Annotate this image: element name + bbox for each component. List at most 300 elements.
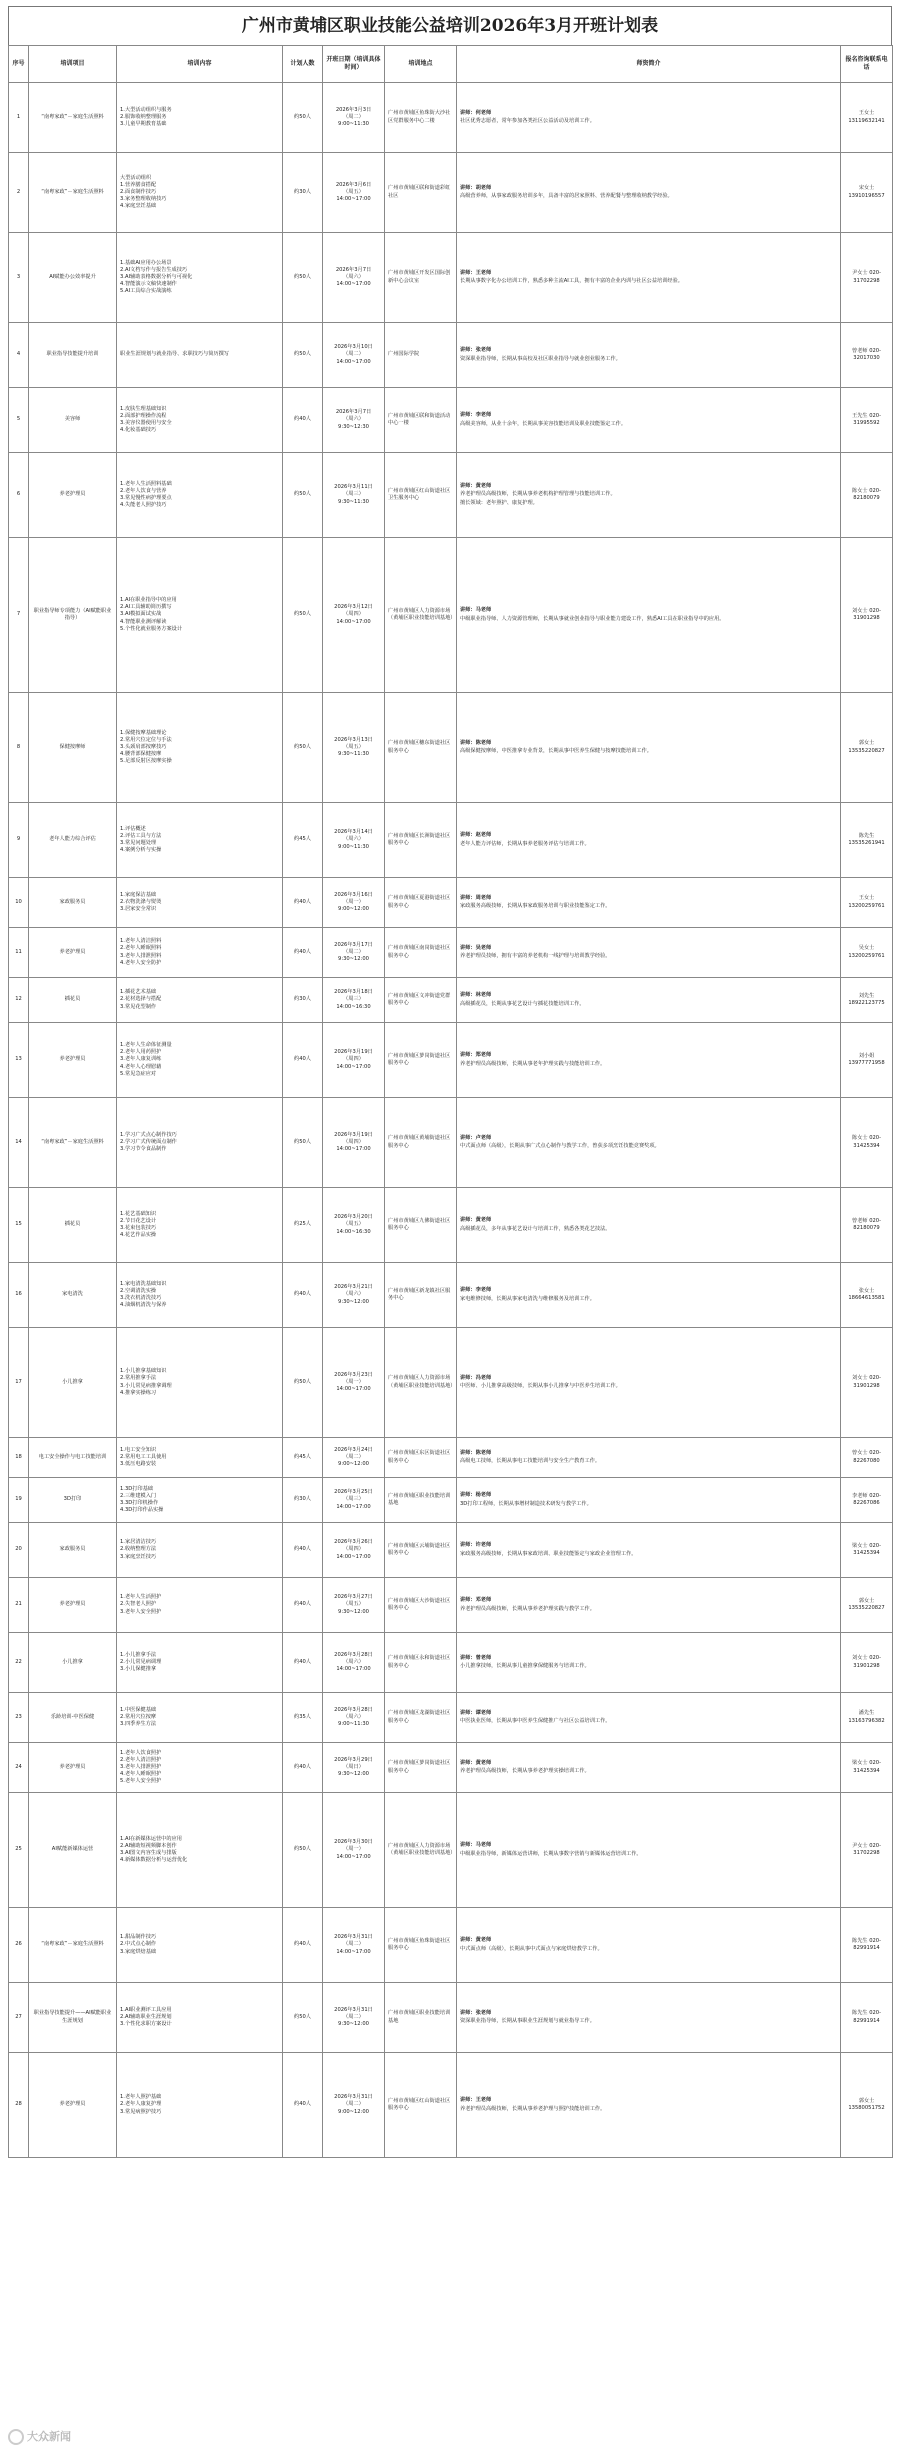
teacher-intro	[457, 323, 841, 388]
contact-phone: 尹女士 020-31702298	[841, 233, 893, 323]
contact-phone: 郭女士 13535220827	[841, 1578, 893, 1633]
date-line: 2026年3月18日	[334, 989, 373, 996]
date-line: 2026年3月16日	[334, 891, 373, 898]
row-number: 12	[9, 978, 29, 1023]
watermark-logo-icon	[8, 2429, 24, 2445]
training-project: 家政服务员	[29, 878, 117, 928]
training-place: 广州市黄埔区南岗街道社区服务中心	[385, 928, 457, 978]
contact-phone: 王女士 13200259761	[841, 878, 893, 928]
date-line: （周六）	[343, 416, 364, 423]
teacher-name: 讲师：谭老师	[460, 1709, 492, 1716]
content-line: 3.常见慢性病护理要点	[120, 495, 172, 501]
teacher-name: 讲师：李老师	[460, 412, 492, 419]
planned-count: 约35人	[283, 1693, 323, 1743]
content-line: 3.低压电路安装	[120, 1461, 157, 1467]
content-line: 5.AI工具综合实战演练	[120, 288, 172, 295]
content-line: 3.洗衣机清洗技巧	[120, 1295, 162, 1301]
date-line: 9:30~12:00	[338, 2021, 369, 2027]
row-number: 21	[9, 1578, 29, 1633]
teacher-intro	[457, 1743, 841, 1793]
content-line: 1.老年人照护基础	[120, 2094, 162, 2101]
row-number: 28	[9, 2053, 29, 2158]
intro-line: 资深职业指导师，长期从事高校及社区职业指导与就业创业服务工作。	[460, 355, 621, 362]
watermark	[8, 2428, 71, 2445]
training-place: 广州市黄埔区人力资源市场（黄埔区职业技能培训基地）	[385, 1328, 457, 1438]
content-line: 1.学习广式点心制作技巧	[120, 1131, 177, 1138]
content-line: 2.小儿常见病调理	[120, 1658, 162, 1665]
teacher-name: 讲师：马老师	[460, 607, 492, 614]
teacher-intro	[457, 83, 841, 153]
content-line: 2.老年人康复护理	[120, 2101, 162, 2108]
content-line: 2.服饰收纳整理服务	[120, 113, 167, 120]
training-content	[117, 1328, 283, 1438]
content-line: 2.面食制作技巧	[120, 188, 157, 195]
content-line: 3.美容仪器使用与安全	[120, 420, 172, 426]
content-line: 3.儿童早期教育基础	[120, 121, 167, 127]
date-line: 2026年3月29日	[334, 1756, 373, 1763]
teacher-intro	[457, 388, 841, 453]
row-number: 1	[9, 83, 29, 153]
date-line: 2026年3月10日	[334, 344, 373, 351]
training-content	[117, 538, 283, 693]
date-line: 2026年3月13日	[334, 736, 373, 743]
training-project: 养老护理员	[29, 1578, 117, 1633]
column-header: 报名咨询联系电话	[841, 46, 893, 83]
intro-line: 养老护理员高级技师，长期从事养老护理实践与教学工作。	[460, 1605, 595, 1612]
class-date	[323, 233, 385, 323]
training-place: 广州市黄埔区联和街道活动中心一楼	[385, 388, 457, 453]
teacher-name: 讲师：何老师	[460, 109, 492, 116]
training-content	[117, 83, 283, 153]
content-line: 4.老年人安全防护	[120, 959, 162, 966]
planned-count: 约40人	[283, 928, 323, 978]
content-line: 5.个性化就业服务方案设计	[120, 625, 183, 632]
content-line: 5.老年人安全照护	[120, 1778, 162, 1785]
training-content	[117, 1743, 283, 1793]
teacher-intro	[457, 1793, 841, 1908]
date-line: 2026年3月31日	[334, 2006, 373, 2013]
planned-count: 约45人	[283, 1438, 323, 1478]
training-place: 广州市黄埔区夏港街道社区服务中心	[385, 878, 457, 928]
content-line: 1.老年人清洁照料	[120, 938, 162, 945]
training-place: 广州市黄埔区鱼珠街道社区服务中心	[385, 1908, 457, 1983]
teacher-name: 讲师：张老师	[460, 2009, 492, 2016]
column-header: 培训项目	[29, 46, 117, 83]
row-number: 22	[9, 1633, 29, 1693]
intro-line: 中级职业指导师、人力资源管理师，长期从事就业创业指导与职业能力建设工作，熟悉AI工具在职业指导中的应用。	[460, 615, 725, 622]
date-line: 2026年3月21日	[334, 1284, 373, 1291]
content-line: 1.老年人饮食照护	[120, 1749, 162, 1756]
table-row	[9, 1793, 893, 1908]
training-content	[117, 878, 283, 928]
teacher-name: 讲师：赵老师	[460, 832, 492, 839]
content-line: 1.皮肤生理基础知识	[120, 405, 167, 412]
contact-phone: 刘小姐 13977771958	[841, 1023, 893, 1098]
contact-phone: 张女士 18664613581	[841, 1263, 893, 1328]
date-line: 14:00~17:00	[336, 618, 371, 625]
training-project: 乐龄培训-中医保健	[29, 1693, 117, 1743]
table-row	[9, 83, 893, 153]
date-line: （周二）	[343, 113, 364, 120]
contact-phone: 刘先生 18922123775	[841, 978, 893, 1023]
content-line: 4.推拿实操练习	[120, 1389, 157, 1396]
date-line: 14:00~16:30	[336, 1228, 371, 1235]
date-line: 2026年3月12日	[334, 604, 373, 611]
intro-line: 长期从事数字化办公培训工作，熟悉多种主流AI工具，拥有丰富的企业内训与社区公益培训经验。	[460, 278, 683, 284]
date-line: 14:00~17:00	[336, 1948, 371, 1955]
date-line: （周二）	[343, 351, 364, 358]
planned-count: 约40人	[283, 1578, 323, 1633]
content-line: 4.案例分析与实操	[120, 847, 162, 854]
teacher-intro	[457, 928, 841, 978]
class-date	[323, 693, 385, 803]
teacher-name: 讲师：张老师	[460, 347, 492, 354]
training-place: 广州市黄埔区黄埔街道社区服务中心	[385, 1098, 457, 1188]
table-row	[9, 693, 893, 803]
training-project: 家电清洗	[29, 1263, 117, 1328]
column-header: 师资简介	[457, 46, 841, 83]
training-project: “南粤家政”－家庭生活照料	[29, 83, 117, 153]
class-date	[323, 978, 385, 1023]
date-line: 9:30~11:30	[338, 751, 369, 757]
training-content	[117, 978, 283, 1023]
contact-phone: 陈先生 020-82991914	[841, 1983, 893, 2053]
content-line: 4.家庭烹饪基础	[120, 203, 157, 210]
content-line: 2.中式点心制作	[120, 1941, 157, 1948]
planned-count: 约30人	[283, 153, 323, 233]
class-date	[323, 1743, 385, 1793]
column-header: 计划人数	[283, 46, 323, 83]
row-number: 25	[9, 1793, 29, 1908]
row-number: 2	[9, 153, 29, 233]
teacher-intro	[457, 1523, 841, 1578]
contact-phone: 刘女士 020-31901298	[841, 1328, 893, 1438]
contact-phone: 李老师 020-82267086	[841, 1478, 893, 1523]
table-row	[9, 538, 893, 693]
content-line: 3.AI图文内容生成与排版	[120, 1850, 177, 1856]
teacher-name: 讲师：周老师	[460, 894, 492, 901]
training-project: 职业指导师专项能力（AI赋能职业指导）	[29, 538, 117, 693]
training-project: 美容师	[29, 388, 117, 453]
content-line: 2.常用穴位定位与手法	[120, 736, 172, 743]
date-line: 2026年3月7日	[335, 266, 372, 273]
intro-line: 擅长领域：老年照护、康复护理。	[460, 499, 538, 506]
content-line: 4.化妆基础技巧	[120, 427, 157, 434]
date-line: 2026年3月31日	[334, 1934, 373, 1941]
date-line: 2026年3月19日	[334, 1049, 373, 1056]
date-line: 2026年3月30日	[334, 1839, 373, 1846]
planned-count: 约50人	[283, 323, 323, 388]
training-project: 插花员	[29, 1188, 117, 1263]
date-line: （周四）	[343, 1138, 364, 1145]
content-line: 5.常见急症应对	[120, 1070, 157, 1077]
contact-phone: 郭女士 13535220827	[841, 693, 893, 803]
class-date	[323, 1983, 385, 2053]
content-line: 3.家务整理收纳技巧	[120, 196, 167, 202]
class-date	[323, 323, 385, 388]
table-row	[9, 803, 893, 878]
content-line: 3.老年人安全照护	[120, 1608, 162, 1615]
table-row	[9, 153, 893, 233]
contact-phone: 王女士 13119632141	[841, 83, 893, 153]
content-line: 5.足部反射区按摩实操	[120, 758, 172, 765]
content-line: 2.老年人饮食与营养	[120, 487, 167, 494]
teacher-name: 讲师：黄老师	[460, 483, 492, 490]
date-line: （周六）	[343, 1291, 364, 1298]
row-number: 23	[9, 1693, 29, 1743]
date-line: 2026年3月26日	[334, 1539, 373, 1546]
training-content	[117, 323, 283, 388]
content-line: 2.收纳整理方法	[120, 1546, 157, 1553]
training-project: 3D打印	[29, 1478, 117, 1523]
teacher-name: 讲师：卢老师	[460, 1134, 492, 1141]
date-line: 2026年3月7日	[335, 409, 372, 416]
contact-phone: 陈先生 13535261941	[841, 803, 893, 878]
table-row	[9, 1908, 893, 1983]
date-line: （周四）	[343, 611, 364, 618]
training-project: 家政服务员	[29, 1523, 117, 1578]
teacher-intro	[457, 1328, 841, 1438]
content-line: 4.智能演示文稿快速制作	[120, 281, 177, 287]
date-line: 14:00~17:00	[336, 1146, 371, 1152]
planned-count: 约50人	[283, 1098, 323, 1188]
date-line: （周三）	[343, 1496, 364, 1503]
contact-phone: 宋女士 13910196557	[841, 153, 893, 233]
content-line: 3.家庭烹饪技巧	[120, 1553, 157, 1560]
date-line: （周三）	[343, 491, 364, 498]
date-line: （周一）	[343, 898, 364, 905]
table-row	[9, 978, 893, 1023]
contact-phone: 潘先生 13163796382	[841, 1693, 893, 1743]
content-line: 2.三维建模入门	[120, 1492, 157, 1499]
training-place: 广州市黄埔区红山街道社区卫生服务中心	[385, 453, 457, 538]
content-line: 1.营养膳食搭配	[120, 181, 157, 188]
class-date	[323, 928, 385, 978]
contact-phone: 梁女士 020-31425394	[841, 1523, 893, 1578]
date-line: 2026年3月19日	[334, 1131, 373, 1138]
date-line: 2026年3月23日	[334, 1371, 373, 1378]
row-number: 3	[9, 233, 29, 323]
class-date	[323, 1578, 385, 1633]
planned-count: 约50人	[283, 1793, 323, 1908]
table-row	[9, 1578, 893, 1633]
training-project: 养老护理员	[29, 1743, 117, 1793]
teacher-name: 讲师：郑老师	[460, 1052, 492, 1059]
teacher-name: 讲师：黄老师	[460, 1937, 492, 1944]
training-content	[117, 1478, 283, 1523]
training-content	[117, 1633, 283, 1693]
content-line: 1.AI职业测评工具应用	[120, 2006, 172, 2013]
content-line: 3.老年人排泄照料	[120, 952, 162, 959]
teacher-intro	[457, 878, 841, 928]
content-line: 1.中医保健基础	[120, 1706, 157, 1713]
class-date	[323, 1793, 385, 1908]
date-line: （周四）	[343, 1056, 364, 1063]
training-content	[117, 1793, 283, 1908]
row-number: 17	[9, 1328, 29, 1438]
class-date	[323, 2053, 385, 2158]
training-place: 广州市黄埔区文冲街道党群服务中心	[385, 978, 457, 1023]
training-place: 广州市黄埔区云埔街道社区服务中心	[385, 1523, 457, 1578]
teacher-name: 讲师：陈老师	[460, 739, 492, 746]
training-project: 职业指导技能提升——AI赋能职业生涯规划	[29, 1983, 117, 2053]
row-number: 16	[9, 1263, 29, 1328]
planned-count: 约30人	[283, 1478, 323, 1523]
date-line: （周一）	[343, 1378, 364, 1385]
intro-line: 养老护理员高级技师，长期从事养老护理实操培训工作。	[460, 1768, 590, 1774]
training-project: AI赋能新媒体运营	[29, 1793, 117, 1908]
table-row	[9, 878, 893, 928]
training-content	[117, 1983, 283, 2053]
training-content	[117, 233, 283, 323]
class-date	[323, 1098, 385, 1188]
teacher-name: 讲师：李老师	[460, 1287, 492, 1294]
training-place: 广州市黄埔区萝岗街道社区服务中心	[385, 1023, 457, 1098]
content-line: 1.老年人生活照料基础	[120, 480, 172, 487]
table-row	[9, 1098, 893, 1188]
training-place: 广州国际学院	[385, 323, 457, 388]
training-project: AI赋能办公效率提升	[29, 233, 117, 323]
teacher-name: 讲师：黄老师	[460, 1217, 492, 1224]
training-place: 广州市黄埔区人力资源市场（黄埔区职业技能培训基地）	[385, 1793, 457, 1908]
training-place: 广州市黄埔区穗东街道社区服务中心	[385, 693, 457, 803]
content-line: 2.AI工具辅助简历撰写	[120, 604, 172, 611]
column-header: 序号	[9, 46, 29, 83]
class-date	[323, 1023, 385, 1098]
intro-line: 小儿推拿技师，长期从事儿童推拿保健服务与培训工作。	[460, 1663, 590, 1669]
date-line: （周六）	[343, 1713, 364, 1720]
class-date	[323, 83, 385, 153]
content-line: 1.老年人生活照护	[120, 1594, 162, 1601]
training-place: 广州市黄埔区鱼珠街大沙社区党群服务中心二楼	[385, 83, 457, 153]
training-project: 养老护理员	[29, 1023, 117, 1098]
teacher-intro	[457, 1578, 841, 1633]
training-content	[117, 2053, 283, 2158]
row-number: 11	[9, 928, 29, 978]
date-line: 14:00~17:00	[336, 1503, 371, 1510]
planned-count: 约40人	[283, 1908, 323, 1983]
teacher-name: 讲师：曾老师	[460, 1654, 492, 1661]
plan-sheet	[8, 6, 892, 2158]
teacher-intro	[457, 1693, 841, 1743]
content-line: 2.AI辅助职业生涯规划	[120, 2013, 172, 2020]
row-number: 9	[9, 803, 29, 878]
content-line: 1.小儿推拿手法	[120, 1651, 157, 1658]
date-line: 9:00~12:00	[338, 906, 369, 912]
teacher-name: 讲师：林老师	[460, 992, 492, 999]
row-number: 4	[9, 323, 29, 388]
intro-line: 中医执业医师，长期从事中医养生保健推广与社区公益培训工作。	[460, 1718, 611, 1724]
intro-line: 社区优秀志愿者，常年参加各类社区公益活动及培训工作。	[460, 118, 595, 124]
table-row	[9, 1633, 893, 1693]
date-line: （周五）	[343, 188, 364, 195]
training-project: 保健按摩师	[29, 693, 117, 803]
table-row	[9, 233, 893, 323]
table-row	[9, 1328, 893, 1438]
row-number: 5	[9, 388, 29, 453]
date-line: 2026年3月20日	[334, 1214, 373, 1221]
content-line: 1.小儿推拿基础知识	[120, 1368, 167, 1375]
content-line: 3.个性化求职方案设计	[120, 2021, 172, 2027]
content-line: 1.甜品制作技巧	[120, 1934, 157, 1941]
teacher-name: 讲师：吴老师	[460, 944, 492, 951]
contact-phone: 刘女士 020-31901298	[841, 538, 893, 693]
content-line: 3.老年人康复训练	[120, 1056, 162, 1063]
date-line: 14:00~17:00	[336, 281, 371, 287]
teacher-intro	[457, 1908, 841, 1983]
intro-line: 养老护理员高级技师，长期从事养老护理与照护技能培训工作。	[460, 2105, 606, 2112]
teacher-intro	[457, 1098, 841, 1188]
date-line: 2026年3月6日	[335, 181, 372, 188]
planned-count: 约50人	[283, 83, 323, 153]
content-line: 2.老年人清洁照护	[120, 1756, 162, 1763]
training-content	[117, 803, 283, 878]
content-line: 2.AI文档写作与报告生成技巧	[120, 266, 188, 273]
row-number: 18	[9, 1438, 29, 1478]
date-line: （周五）	[343, 1221, 364, 1228]
date-line: （周四）	[343, 1546, 364, 1553]
table-row	[9, 1743, 893, 1793]
teacher-intro	[457, 803, 841, 878]
date-line: （周六）	[343, 836, 364, 843]
content-line: 3.AI模拟面试实战	[120, 611, 162, 618]
row-number: 24	[9, 1743, 29, 1793]
training-place: 广州市黄埔区新龙镇社区服务中心	[385, 1263, 457, 1328]
content-line: 1.家庭保洁基础	[120, 891, 157, 898]
content-line: 2.面部护理操作流程	[120, 412, 167, 419]
training-project: 小儿推拿	[29, 1328, 117, 1438]
intro-line: 家电维修技师，长期从事家电清洗与维修服务及培训工作。	[460, 1295, 595, 1302]
training-place: 广州市黄埔区人力资源市场（黄埔区职业技能培训基地）	[385, 538, 457, 693]
training-content	[117, 1098, 283, 1188]
date-line: 14:00~17:00	[336, 1553, 371, 1560]
training-content	[117, 1908, 283, 1983]
content-line: 2.衣物洗涤与熨烫	[120, 898, 162, 905]
intro-line: 高级保健按摩师，中医推拿专业背景，长期从事中医养生保健与按摩技能培训工作。	[460, 748, 652, 754]
training-content	[117, 693, 283, 803]
date-line: （周二）	[343, 1453, 364, 1460]
planned-count: 约40人	[283, 878, 323, 928]
class-date	[323, 1908, 385, 1983]
date-line: （周三）	[343, 996, 364, 1003]
column-header: 开班日期（培训具体时间）	[323, 46, 385, 83]
content-line: 3.小儿保健推拿	[120, 1666, 157, 1672]
teacher-name: 讲师：马老师	[460, 1842, 492, 1849]
date-line: 14:00~17:00	[336, 196, 371, 202]
training-project: 养老护理员	[29, 928, 117, 978]
training-project: 养老护理员	[29, 453, 117, 538]
planned-count: 约40人	[283, 1023, 323, 1098]
content-line: 1.家居清洁技巧	[120, 1539, 157, 1546]
column-header: 培训内容	[117, 46, 283, 83]
table-row	[9, 1023, 893, 1098]
content-line: 1.基础AI应用办公场景	[120, 259, 172, 266]
date-line: 9:30~12:00	[338, 1298, 369, 1305]
date-line: （周六）	[343, 273, 364, 280]
planned-count: 约25人	[283, 1188, 323, 1263]
table-header-row	[9, 46, 893, 83]
planned-count: 约50人	[283, 1983, 323, 2053]
content-line: 2.评估工具与方法	[120, 832, 162, 839]
training-content	[117, 928, 283, 978]
class-date	[323, 1263, 385, 1328]
table-row	[9, 1438, 893, 1478]
date-line: 2026年3月31日	[334, 2094, 373, 2101]
training-content	[117, 1523, 283, 1578]
table-row	[9, 1188, 893, 1263]
training-place: 广州市黄埔区龙湖街道社区服务中心	[385, 1693, 457, 1743]
contact-phone: 郭女士 13580051752	[841, 2053, 893, 2158]
